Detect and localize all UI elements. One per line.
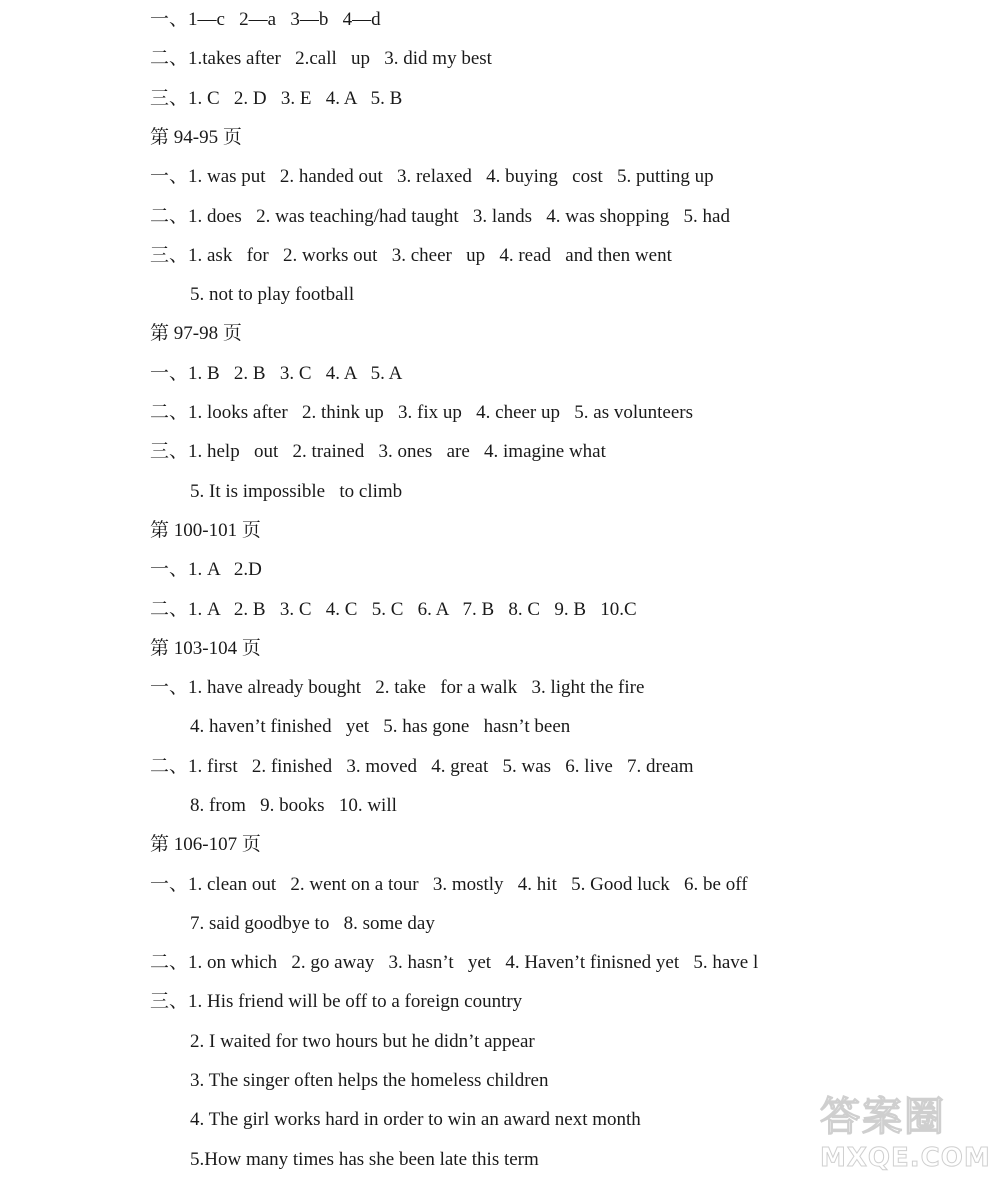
page-range-heading: 第 100-101 页	[150, 520, 261, 541]
answer-line: 二、1. A 2. B 3. C 4. C 5. C 6. A 7. B 8. C 9. B 10.C	[150, 599, 637, 620]
page-range-heading: 第 103-104 页	[150, 638, 261, 659]
answer-line: 一、1. B 2. B 3. C 4. A 5. A	[150, 363, 403, 384]
answer-line: 一、1. clean out 2. went on a tour 3. mostly 4. hit 5. Good luck 6. be off	[150, 874, 748, 895]
answer-line: 一、1—c 2—a 3—b 4—d	[150, 9, 381, 30]
answer-line: 一、1. A 2.D	[150, 559, 262, 580]
page-range-heading: 第 94-95 页	[150, 127, 242, 148]
answer-line: 二、1. on which 2. go away 3. hasn’t yet 4. Haven’t finisned yet 5. have l	[150, 952, 759, 973]
answer-line: 一、1. have already bought 2. take for a walk 3. light the fire	[150, 677, 645, 698]
answer-line: 三、1. help out 2. trained 3. ones are 4. imagine what	[150, 441, 606, 462]
answer-line: 5.How many times has she been late this term	[190, 1149, 539, 1170]
answer-line: 二、1. does 2. was teaching/had taught 3. lands 4. was shopping 5. had	[150, 206, 730, 227]
answer-line: 2. I waited for two hours but he didn’t appear	[190, 1031, 535, 1052]
answer-line: 4. The girl works hard in order to win an award next month	[190, 1109, 641, 1130]
watermark-bottom-text: MXQE.COM	[820, 1143, 991, 1173]
page-range-heading: 第 97-98 页	[150, 323, 242, 344]
answer-line: 4. haven’t finished yet 5. has gone hasn’t been	[190, 716, 571, 737]
answer-line: 二、1. first 2. finished 3. moved 4. great 5. was 6. live 7. dream	[150, 756, 694, 777]
answer-line: 三、1. ask for 2. works out 3. cheer up 4. read and then went	[150, 245, 672, 266]
answer-line: 7. said goodbye to 8. some day	[190, 913, 435, 934]
answer-line: 3. The singer often helps the homeless children	[190, 1070, 549, 1091]
answer-line: 5. It is impossible to climb	[190, 481, 403, 502]
answer-line: 三、1. His friend will be off to a foreign country	[150, 991, 523, 1012]
answer-line: 二、1. looks after 2. think up 3. fix up 4. cheer up 5. as volunteers	[150, 402, 693, 423]
answer-line: 一、1. was put 2. handed out 3. relaxed 4. buying cost 5. putting up	[150, 166, 714, 187]
page-range-heading: 第 106-107 页	[150, 834, 261, 855]
answer-line: 二、1.takes after 2.call up 3. did my best	[150, 48, 492, 69]
answer-line: 8. from 9. books 10. will	[190, 795, 397, 816]
watermark-logo	[815, 1085, 995, 1180]
watermark-top-text: 答案圈	[820, 1094, 946, 1140]
answer-line: 三、1. C 2. D 3. E 4. A 5. B	[150, 88, 403, 109]
answer-line: 5. not to play football	[190, 284, 355, 305]
